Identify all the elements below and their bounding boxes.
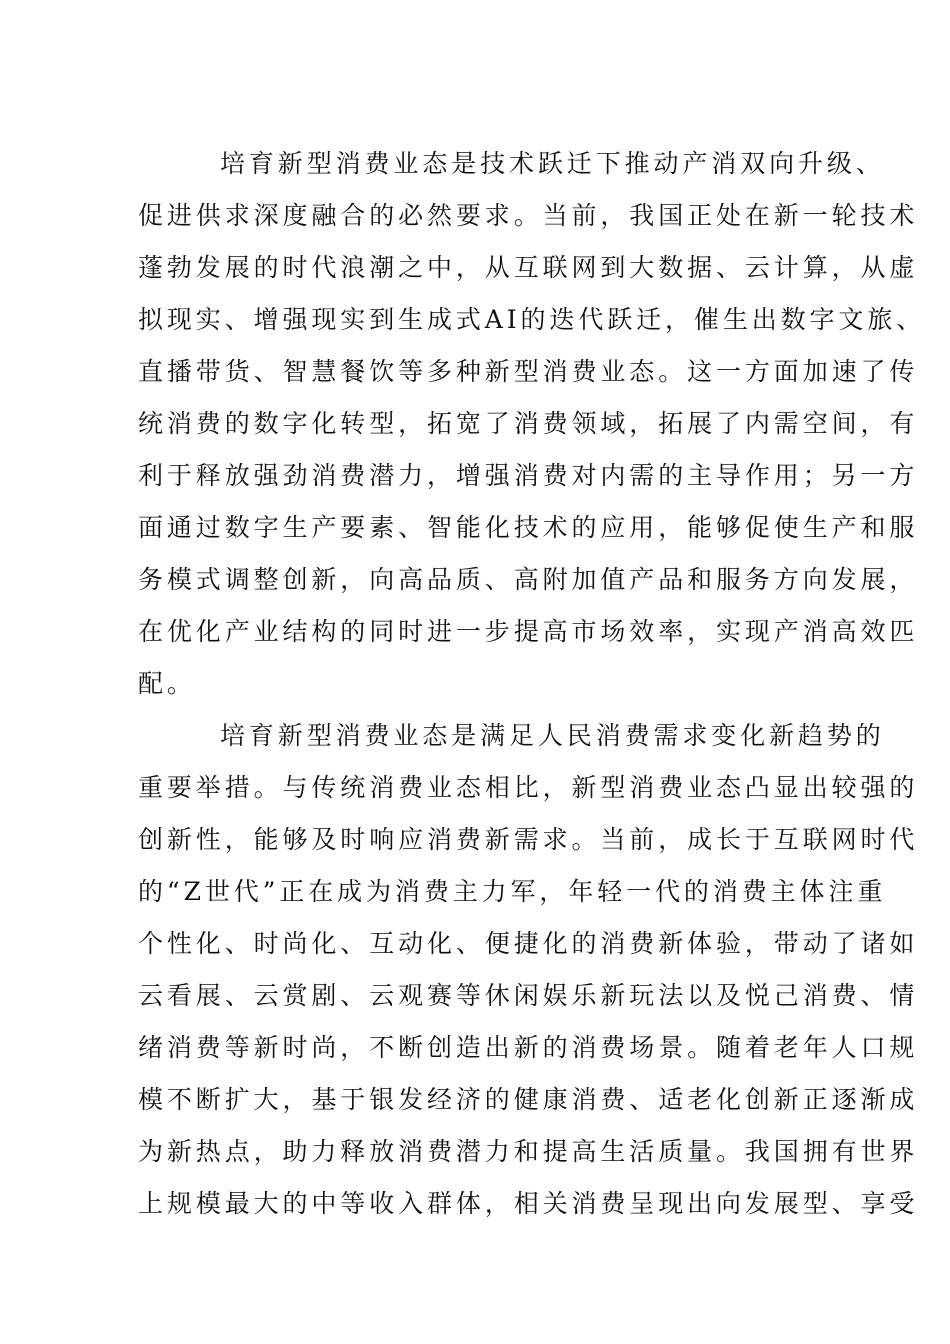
paragraph-line: 的“Z世代”正在成为消费主力军，年轻一代的消费主体注重 xyxy=(138,877,887,906)
paragraph-line: 直播带货、智慧餐饮等多种新型消费业态。这一方面加速了传 xyxy=(138,357,919,386)
paragraph-line: 重要举措。与传统消费业态相比，新型消费业态凸显出较强的 xyxy=(138,773,919,802)
paragraph-1 xyxy=(138,138,926,710)
paragraph-line: 个性化、时尚化、互动化、便捷化的消费新体验，带动了诸如 xyxy=(138,929,919,958)
paragraph-line: 促进供求深度融合的必然要求。当前，我国正处在新一轮技术 xyxy=(138,201,919,230)
paragraph-line: 统消费的数字化转型，拓宽了消费领域，拓展了内需空间，有 xyxy=(138,409,919,438)
paragraph-line: 模不断扩大，基于银发经济的健康消费、适老化创新正逐渐成 xyxy=(138,1085,919,1114)
paragraph-line: 配。 xyxy=(138,669,196,698)
paragraph-line: 面通过数字生产要素、智能化技术的应用，能够促使生产和服 xyxy=(138,513,919,542)
paragraph-line: 创新性，能够及时响应消费新需求。当前，成长于互联网时代 xyxy=(138,825,919,854)
paragraph-line: 在优化产业结构的同时进一步提高市场效率，实现产消高效匹 xyxy=(138,617,919,646)
paragraph-line: 利于释放强劲消费潜力，增强消费对内需的主导作用；另一方 xyxy=(138,461,919,490)
document-body xyxy=(138,138,926,1230)
paragraph-line: 培育新型消费业态是技术跃迁下推动产消双向升级、 xyxy=(220,149,885,178)
paragraph-line: 培育新型消费业态是满足人民消费需求变化新趋势的 xyxy=(220,721,885,750)
paragraph-2 xyxy=(138,710,919,1230)
paragraph-line: 拟现实、增强现实到生成式AI的迭代跃迁，催生出数字文旅、 xyxy=(138,305,926,334)
paragraph-line: 为新热点，助力释放消费潜力和提高生活质量。我国拥有世界 xyxy=(138,1137,919,1166)
paragraph-line: 上规模最大的中等收入群体，相关消费呈现出向发展型、享受 xyxy=(138,1189,919,1218)
paragraph-line: 云看展、云赏剧、云观赛等休闲娱乐新玩法以及悦己消费、情 xyxy=(138,981,919,1010)
paragraph-line: 蓬勃发展的时代浪潮之中，从互联网到大数据、云计算，从虚 xyxy=(138,253,919,282)
paragraph-line: 务模式调整创新，向高品质、高附加值产品和服务方向发展， xyxy=(138,565,919,594)
paragraph-line: 绪消费等新时尚，不断创造出新的消费场景。随着老年人口规 xyxy=(138,1033,919,1062)
